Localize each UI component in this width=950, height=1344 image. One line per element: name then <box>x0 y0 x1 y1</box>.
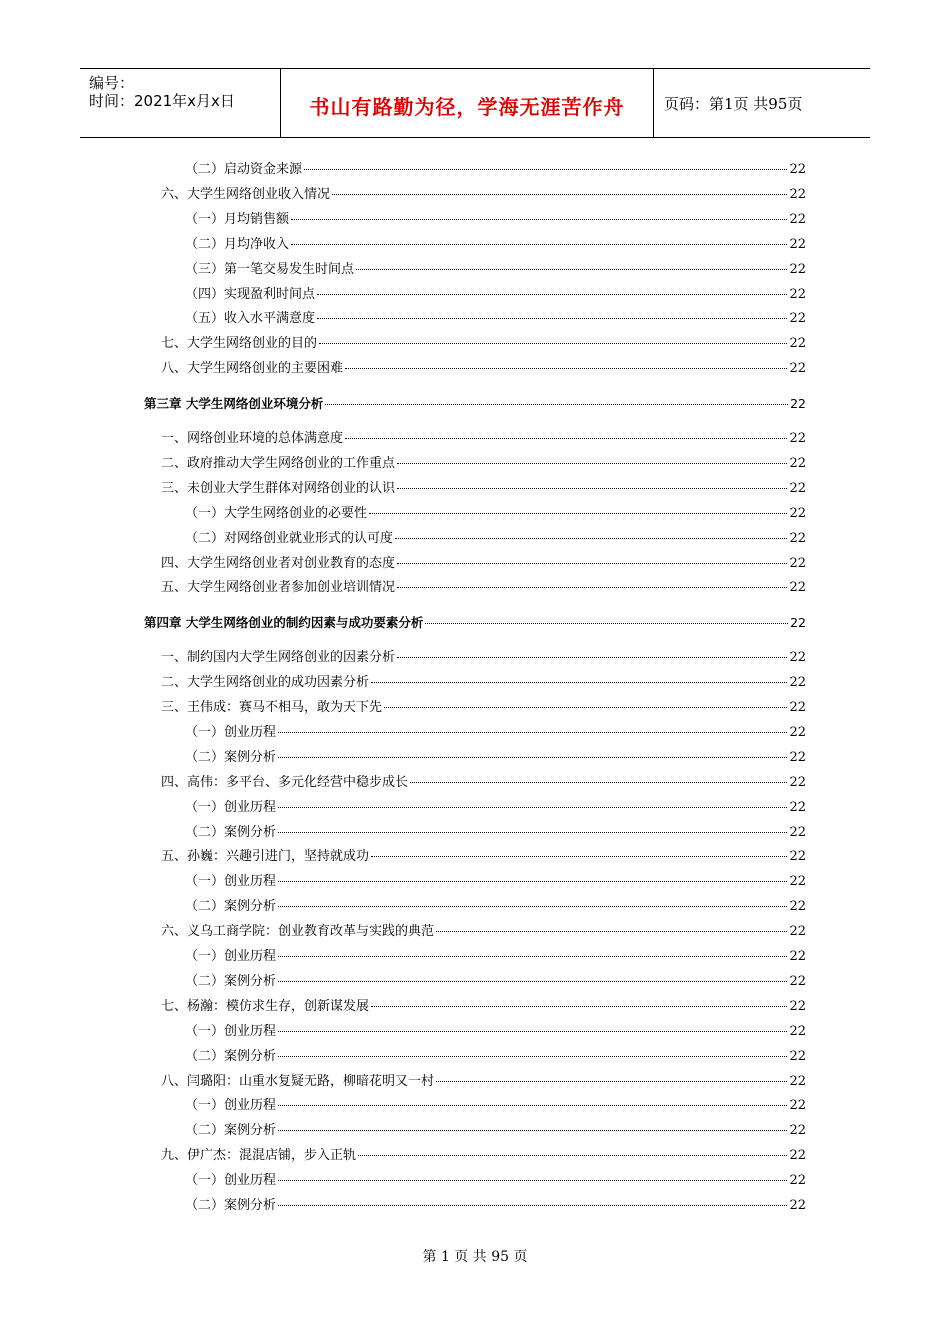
toc-entry[interactable] <box>161 454 806 474</box>
toc-dot-leader <box>278 732 787 733</box>
toc-entry-page: 22 <box>789 530 806 546</box>
toc-entry-page: 22 <box>789 186 806 202</box>
toc-entry-page: 22 <box>789 1148 806 1164</box>
toc-entry-page: 22 <box>789 949 806 964</box>
toc-entry[interactable] <box>161 997 806 1017</box>
toc-dot-leader <box>358 1155 787 1156</box>
toc-entry-page: 22 <box>789 849 806 865</box>
toc-dot-leader <box>371 856 787 857</box>
toc-entry-title: （二）案例分析 <box>185 973 277 989</box>
toc-entry-page: 22 <box>790 615 806 631</box>
toc-entry-page: 22 <box>789 973 806 989</box>
toc-entry-title: （一）创业历程 <box>185 949 277 964</box>
toc-entry[interactable] <box>185 504 806 524</box>
toc-dot-leader <box>345 438 787 439</box>
toc-entry-title: 二、大学生网络创业的成功因素分析 <box>161 675 370 691</box>
toc-entry[interactable] <box>185 798 806 818</box>
toc-entry-page: 22 <box>789 700 806 715</box>
toc-entry-title: （一）创业历程 <box>185 874 277 890</box>
toc-dot-leader <box>332 194 787 195</box>
toc-entry-title: （一）创业历程 <box>185 1023 277 1039</box>
toc-dot-leader <box>291 219 787 220</box>
toc-dot-leader <box>278 881 787 882</box>
toc-entry-page: 22 <box>789 1048 806 1064</box>
toc-entry-page: 22 <box>789 824 806 840</box>
toc-dot-leader <box>345 368 787 369</box>
toc-entry-page: 22 <box>789 361 806 377</box>
toc-entry-page: 22 <box>789 650 806 666</box>
toc-entry-page: 22 <box>789 455 806 471</box>
toc-entry-title: 五、孙巍：兴趣引进门，坚持就成功 <box>161 849 370 865</box>
toc-entry-page: 22 <box>789 555 806 571</box>
toc-entry-title: 六、义乌工商学院：创业教育改革与实践的典范 <box>161 924 435 940</box>
toc-entry-title: 四、高伟：多平台、多元化经营中稳步成长 <box>161 774 409 790</box>
toc-dot-leader <box>356 269 787 270</box>
toc-entry-page: 22 <box>789 899 806 915</box>
toc-entry-title: 第四章 大学生网络创业的制约因素与成功要素分析 <box>144 615 424 631</box>
toc-entry-page: 22 <box>789 480 806 496</box>
toc-entry-title: （二）案例分析 <box>185 1123 277 1139</box>
toc-entry-title: （一）创业历程 <box>185 799 277 815</box>
toc-entry[interactable] <box>161 1072 806 1092</box>
toc-entry-page: 22 <box>789 1098 806 1114</box>
toc-dot-leader <box>278 906 787 907</box>
toc-dot-leader <box>304 169 787 170</box>
toc-entry-title: （二）案例分析 <box>185 749 277 765</box>
toc-entry[interactable] <box>161 578 806 598</box>
toc-entry-title: （二）案例分析 <box>185 824 277 840</box>
toc-dot-leader <box>278 981 787 982</box>
toc-dot-leader <box>278 1031 787 1032</box>
toc-entry-page: 22 <box>789 749 806 765</box>
toc-entry[interactable] <box>185 1121 806 1141</box>
toc-entry-title: 三、王伟成：赛马不相马，敢为天下先 <box>161 700 383 715</box>
toc-entry-title: （四）实现盈利时间点 <box>185 286 316 302</box>
toc-entry[interactable] <box>185 723 806 743</box>
toc-entry[interactable] <box>185 285 806 305</box>
toc-entry[interactable] <box>185 872 806 892</box>
toc-dot-leader <box>397 488 787 489</box>
toc-entry-page: 22 <box>789 1023 806 1039</box>
toc-entry-title: 三、未创业大学生群体对网络创业的认识 <box>161 480 396 496</box>
toc-entry-page: 22 <box>789 724 806 740</box>
toc-dot-leader <box>397 563 787 564</box>
toc-dot-leader <box>397 463 787 464</box>
toc-entry[interactable] <box>161 429 806 449</box>
toc-entry[interactable] <box>161 648 806 668</box>
toc-entry-title: （一）创业历程 <box>185 1098 277 1114</box>
toc-entry[interactable] <box>185 1196 806 1216</box>
toc-entry-page: 22 <box>789 336 806 352</box>
toc-entry-title: （二）案例分析 <box>185 899 277 915</box>
document-date: 时间：2021年x月x日 <box>89 92 235 110</box>
toc-entry-page: 22 <box>789 1173 806 1189</box>
toc-entry[interactable] <box>185 529 806 549</box>
toc-dot-leader <box>371 682 787 683</box>
toc-entry-title: 一、制约国内大学生网络创业的因素分析 <box>161 650 396 666</box>
toc-entry-title: 八、大学生网络创业的主要困难 <box>161 361 344 377</box>
toc-entry-page: 22 <box>789 431 806 446</box>
toc-dot-leader <box>410 782 787 783</box>
toc-entry[interactable] <box>161 334 806 354</box>
toc-entry[interactable] <box>161 1146 806 1166</box>
toc-entry[interactable] <box>161 773 806 793</box>
toc-entry[interactable] <box>161 673 806 693</box>
toc-dot-leader <box>278 1205 787 1206</box>
toc-entry[interactable] <box>161 185 806 205</box>
toc-entry[interactable] <box>185 235 806 255</box>
toc-entry[interactable] <box>161 847 806 867</box>
toc-dot-leader <box>371 1006 787 1007</box>
toc-dot-leader <box>436 1081 787 1082</box>
toc-entry-page: 22 <box>790 396 806 412</box>
toc-entry-title: （二）案例分析 <box>185 1198 277 1213</box>
toc-dot-leader <box>369 513 787 514</box>
toc-entry[interactable] <box>185 309 806 329</box>
toc-entry-title: （二）启动资金来源 <box>185 162 303 177</box>
toc-entry[interactable] <box>185 160 806 180</box>
toc-entry-title: （一）创业历程 <box>185 724 277 740</box>
toc-dot-leader <box>319 343 787 344</box>
toc-chapter-entry[interactable] <box>144 613 806 633</box>
toc-entry-title: （一）大学生网络创业的必要性 <box>185 505 368 521</box>
toc-dot-leader <box>436 931 787 932</box>
document-number-label: 编号： <box>89 74 135 92</box>
toc-entry-title: 七、大学生网络创业的目的 <box>161 336 318 352</box>
toc-entry-page: 22 <box>789 998 806 1014</box>
toc-entry-title: 第三章 大学生网络创业环境分析 <box>144 396 324 412</box>
toc-entry-page: 22 <box>789 286 806 302</box>
toc-entry-page: 22 <box>789 924 806 940</box>
toc-chapter-entry[interactable] <box>144 394 806 414</box>
toc-entry-page: 22 <box>789 236 806 252</box>
toc-dot-leader <box>395 538 787 539</box>
toc-dot-leader <box>278 1130 787 1131</box>
toc-entry[interactable] <box>185 972 806 992</box>
page-footer: 第 1 页 共 95 页 <box>422 1249 528 1265</box>
header-motto: 书山有路勤为径，学海无涯苦作舟 <box>309 95 625 119</box>
toc-entry[interactable] <box>185 823 806 843</box>
toc-dot-leader <box>278 757 787 758</box>
toc-entry[interactable] <box>185 210 806 230</box>
toc-entry[interactable] <box>161 479 806 499</box>
toc-entry[interactable] <box>161 359 806 379</box>
toc-dot-leader <box>278 956 787 957</box>
toc-entry-title: 五、大学生网络创业者参加创业培训情况 <box>161 580 396 596</box>
toc-dot-leader <box>397 657 787 658</box>
toc-dot-leader <box>278 1105 787 1106</box>
header-page-info: 页码：第1页 共95页 <box>664 95 803 113</box>
toc-entry-title: （二）月均净收入 <box>185 236 290 252</box>
toc-dot-leader <box>384 707 787 708</box>
toc-entry-page: 22 <box>789 211 806 227</box>
toc-entry[interactable] <box>185 897 806 917</box>
toc-entry-page: 22 <box>789 1198 806 1213</box>
toc-dot-leader <box>278 1180 787 1181</box>
toc-dot-leader <box>278 807 787 808</box>
toc-entry-page: 22 <box>789 774 806 790</box>
toc-entry-page: 22 <box>789 162 806 177</box>
toc-entry-title: （三）第一笔交易发生时间点 <box>185 261 355 277</box>
toc-entry-page: 22 <box>789 1073 806 1089</box>
toc-entry-page: 22 <box>789 799 806 815</box>
toc-entry-page: 22 <box>789 311 806 327</box>
toc-entry[interactable] <box>161 922 806 942</box>
toc-dot-leader <box>291 244 787 245</box>
toc-entry-title: （一）月均销售额 <box>185 211 290 227</box>
toc-entry[interactable] <box>185 1022 806 1042</box>
toc-entry[interactable] <box>185 1171 806 1191</box>
toc-entry-title: 一、网络创业环境的总体满意度 <box>161 431 344 446</box>
toc-entry-title: 二、政府推动大学生网络创业的工作重点 <box>161 455 396 471</box>
toc-entry[interactable] <box>161 698 806 718</box>
toc-entry-page: 22 <box>789 1123 806 1139</box>
toc-entry-page: 22 <box>789 505 806 521</box>
toc-entry-page: 22 <box>789 261 806 277</box>
toc-dot-leader <box>317 294 787 295</box>
toc-entry-page: 22 <box>789 675 806 691</box>
toc-entry-title: 六、大学生网络创业收入情况 <box>161 186 331 202</box>
toc-entry[interactable] <box>185 260 806 280</box>
toc-entry-title: （二）案例分析 <box>185 1048 277 1064</box>
toc-dot-leader <box>397 587 787 588</box>
toc-entry-page: 22 <box>789 580 806 596</box>
toc-entry-title: 八、闫璐阳：山重水复疑无路，柳暗花明又一村 <box>161 1073 435 1089</box>
toc-entry[interactable] <box>185 748 806 768</box>
toc-entry-title: 七、杨瀚：模仿求生存，创新谋发展 <box>161 998 370 1014</box>
toc-entry-title: （一）创业历程 <box>185 1173 277 1189</box>
toc-dot-leader <box>278 1056 787 1057</box>
toc-entry-title: 九、伊广杰：混混店铺，步入正轨 <box>161 1148 357 1164</box>
toc-dot-leader <box>325 404 788 405</box>
toc-entry[interactable] <box>185 947 806 967</box>
toc-entry[interactable] <box>161 554 806 574</box>
toc-dot-leader <box>425 623 788 624</box>
toc-entry-page: 22 <box>789 874 806 890</box>
toc-dot-leader <box>278 832 787 833</box>
toc-dot-leader <box>317 318 787 319</box>
toc-entry[interactable] <box>185 1047 806 1067</box>
toc-entry-title: 四、大学生网络创业者对创业教育的态度 <box>161 555 396 571</box>
toc-entry-title: （五）收入水平满意度 <box>185 311 316 327</box>
toc-entry-title: （二）对网络创业就业形式的认可度 <box>185 530 394 546</box>
toc-entry[interactable] <box>185 1096 806 1116</box>
